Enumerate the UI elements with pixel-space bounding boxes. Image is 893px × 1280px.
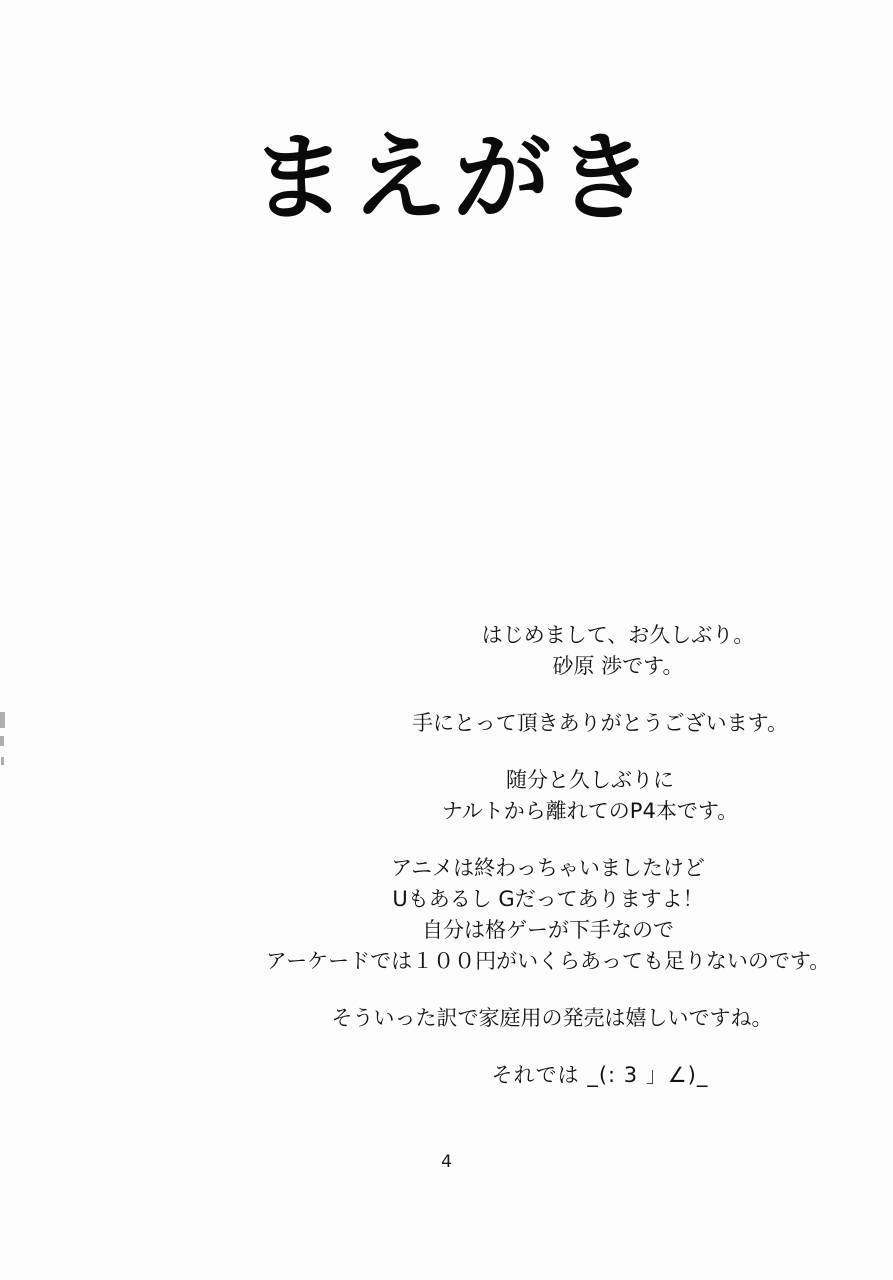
text-line: 砂原 渉です。 bbox=[552, 654, 684, 678]
paragraph-anime-comment bbox=[198, 853, 893, 977]
page-number: 4 bbox=[441, 1152, 452, 1172]
text-line: そういった訳で家庭用の発売は嬉しいですね。 bbox=[331, 1006, 773, 1030]
scan-artifact-mark bbox=[0, 736, 4, 746]
text-line: 手にとって頂きありがとうございます。 bbox=[412, 711, 788, 735]
text-line: 随分と久しぶりに bbox=[506, 768, 674, 792]
text-line: Uもあるし Gだってありますよ！ bbox=[392, 887, 704, 911]
scan-artifact-mark bbox=[0, 712, 5, 728]
text-line: はじめまして、お久しぶり。 bbox=[481, 623, 755, 647]
afterword-body bbox=[150, 620, 850, 1091]
paragraph-thanks bbox=[250, 708, 893, 739]
text-line: 自分は格ゲーが下手なので bbox=[422, 918, 674, 942]
text-line: アーケードでは１００円がいくらあっても足りないのです。 bbox=[265, 949, 831, 973]
text-line: それでは _(: 3 」∠)_ bbox=[491, 1063, 709, 1087]
paragraph-about-book bbox=[240, 765, 893, 827]
paragraph-greeting bbox=[268, 620, 893, 682]
text-line: ナルトから離れてのP4本です。 bbox=[441, 799, 739, 823]
text-line: アニメは終わっちゃいましたけど bbox=[391, 856, 705, 880]
paragraph-console-release bbox=[202, 1003, 893, 1034]
paragraph-sign-off bbox=[250, 1060, 893, 1091]
page-title: まえがき bbox=[248, 122, 661, 234]
scan-artifact-mark bbox=[1, 757, 4, 765]
